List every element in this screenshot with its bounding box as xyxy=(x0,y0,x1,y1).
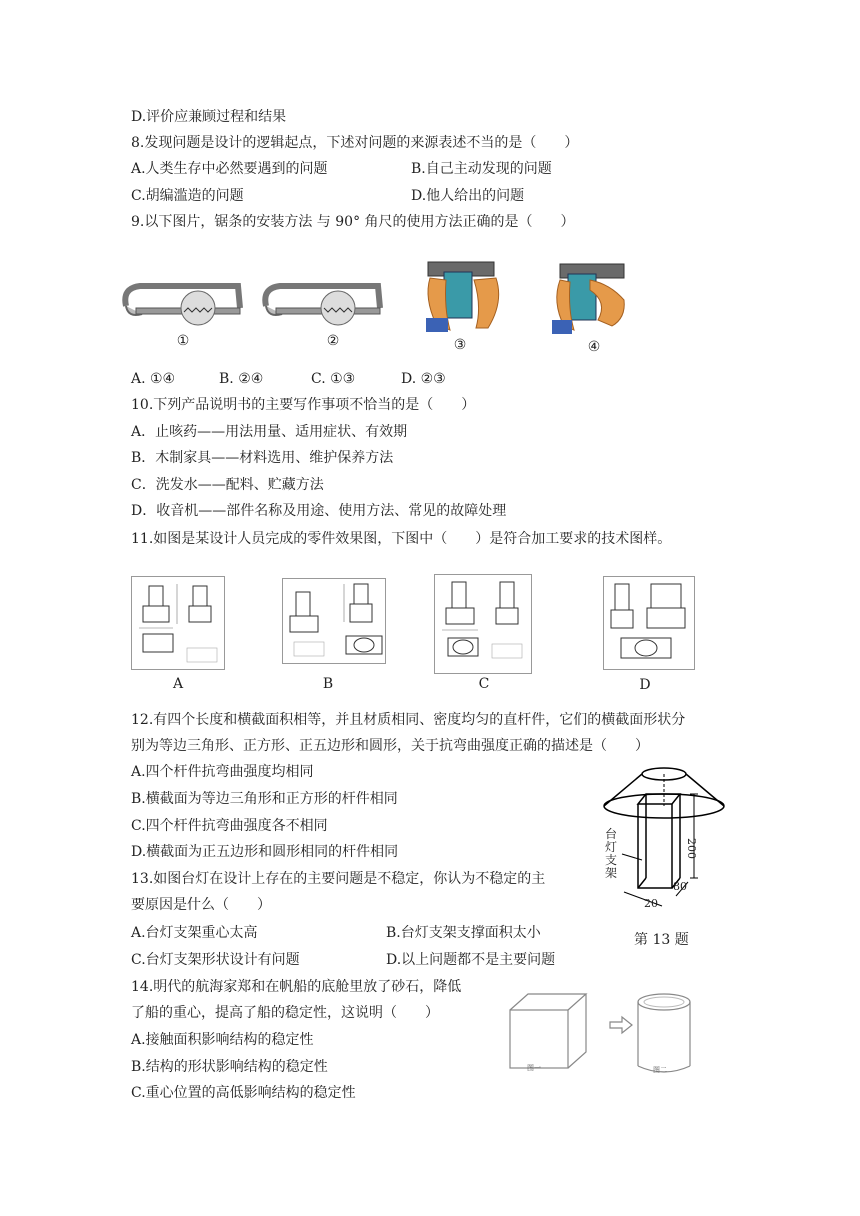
q10-option-d: D．收音机——部件名称及用途、使用方法、常见的故障处理 xyxy=(131,503,507,519)
q12-option-c: C.四个杆件抗弯曲强度各不相同 xyxy=(131,818,328,834)
technical-drawing-a xyxy=(131,576,225,670)
q8-option-a: A.人类生存中必然要遇到的问题 xyxy=(131,161,328,177)
q8-stem: 8.发现问题是设计的逻辑起点，下述对问题的来源表述不当的是（ ） xyxy=(131,135,579,151)
q14-stem-line2: 了船的重心，提高了船的稳定性，这说明（ ） xyxy=(131,1005,439,1021)
q8-option-b: B.自己主动发现的问题 xyxy=(411,161,552,177)
q9-stem: 9.以下图片，锯条的安装方法 与 90° 角尺的使用方法正确的是（ ） xyxy=(131,214,575,230)
hacksaw-figure-2 xyxy=(258,278,388,328)
q11-stem: 11.如图是某设计人员完成的零件效果图，下图中（ ）是符合加工要求的技术图样。 xyxy=(131,531,672,547)
q13-option-c: C.台灯支架形状设计有问题 xyxy=(131,952,300,968)
table-lamp-label-char-4: 架 xyxy=(605,866,618,880)
table-lamp-label-char-3: 支 xyxy=(605,853,618,867)
try-square-figure-4 xyxy=(550,260,632,334)
try-square-figure-3 xyxy=(422,258,504,332)
q12-option-d: D.横截面为正五边形和圆形相同的杆件相同 xyxy=(131,844,399,860)
q14-stem-line1: 14.明代的航海家郑和在帆船的底舱里放了砂石，降低 xyxy=(131,979,462,995)
q9-figure-label-3: ③ xyxy=(453,337,467,353)
q9-figure-label-4: ④ xyxy=(587,339,601,355)
q12-stem-line2: 别为等边三角形、正方形、正五边形和圆形，关于抗弯曲强度正确的描述是（ ） xyxy=(131,738,649,754)
dimension-depth-label: 80 xyxy=(673,880,687,893)
dimension-height-label: 200 xyxy=(685,838,698,859)
table-lamp-label xyxy=(605,828,619,880)
q13-option-d: D.以上问题都不是主要问题 xyxy=(386,952,556,968)
figure-2-label: 图二 xyxy=(653,1066,667,1074)
q7-option-d: D.评价应兼顾过程和结果 xyxy=(131,109,287,125)
q10-option-a: A．止咳药——用法用量、适用症状、有效期 xyxy=(131,424,408,440)
q10-stem: 10.下列产品说明书的主要写作事项不恰当的是（ ） xyxy=(131,397,476,413)
figure-1-label: 图一 xyxy=(527,1064,541,1072)
q11-figure-label-a: A xyxy=(172,676,184,692)
hacksaw-figure-1 xyxy=(118,278,248,328)
q8-option-c: C.胡编滥造的问题 xyxy=(131,188,244,204)
table-lamp-label-char-2: 灯 xyxy=(605,840,618,854)
q9-figure-label-2: ② xyxy=(326,333,340,349)
q11-figure-label-d: D xyxy=(639,677,651,693)
q14-option-a: A.接触面积影响结构的稳定性 xyxy=(131,1032,314,1048)
q13-option-a: A.台灯支架重心太高 xyxy=(131,925,258,941)
q9-figure-label-1: ① xyxy=(176,333,190,349)
q9-option-a: A. ①④ xyxy=(131,371,176,387)
q13-figure-caption: 第 13 题 xyxy=(634,932,689,948)
q13-stem-line1: 13.如图台灯在设计上存在的主要问题是不稳定，你认为不稳定的主 xyxy=(131,871,546,887)
q8-option-d: D.他人给出的问题 xyxy=(411,188,525,204)
q13-option-b: B.台灯支架支撑面积太小 xyxy=(386,925,541,941)
q12-stem-line1: 12.有四个长度和横截面积相等，并且材质相同、密度均匀的直杆件，它们的横截面形状分 xyxy=(131,712,686,728)
q10-option-b: B．木制家具——材料选用、维护保养方法 xyxy=(131,450,394,466)
q11-figure-label-b: B xyxy=(322,676,334,692)
dimension-width-label: 20 xyxy=(644,897,658,910)
q14-option-b: B.结构的形状影响结构的稳定性 xyxy=(131,1059,328,1075)
technical-drawing-b xyxy=(282,578,386,664)
q11-figure-label-c: C xyxy=(478,676,490,692)
q9-option-b: B. ②④ xyxy=(219,371,264,387)
q12-option-a: A.四个杆件抗弯曲强度均相同 xyxy=(131,764,314,780)
q14-option-c: C.重心位置的高低影响结构的稳定性 xyxy=(131,1085,356,1101)
q12-option-b: B.横截面为等边三角形和正方形的杆件相同 xyxy=(131,791,398,807)
q10-option-c: C．洗发水——配料、贮藏方法 xyxy=(131,477,324,493)
table-lamp-label-char-1: 台 xyxy=(605,827,618,841)
q9-option-d: D. ②③ xyxy=(401,371,446,387)
q13-stem-line2: 要原因是什么（ ） xyxy=(131,897,271,913)
q9-option-c: C. ①③ xyxy=(311,371,356,387)
technical-drawing-d xyxy=(603,576,695,670)
technical-drawing-c xyxy=(434,574,532,674)
